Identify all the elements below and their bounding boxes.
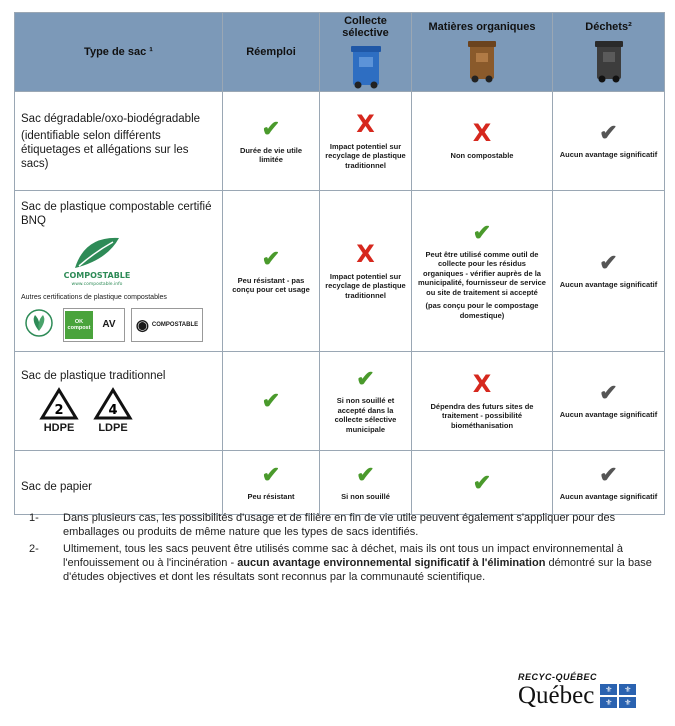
header-matieres-organiques: Matières organiques xyxy=(412,13,553,92)
red-cross-icon: X xyxy=(472,369,492,398)
green-check-icon: ✔ xyxy=(356,461,375,487)
dechets-cell: ✔ Aucun avantage significatif xyxy=(553,92,665,191)
dechets-cell: ✔ Aucun avantage significatif xyxy=(553,191,665,352)
organiques-cell: X Non compostable xyxy=(412,92,553,191)
svg-text:4: 4 xyxy=(108,402,118,418)
organiques-cell xyxy=(412,451,553,515)
red-cross-icon: X xyxy=(356,109,375,138)
collecte-cell: X Impact potentiel sur recyclage de plastique traditionnel xyxy=(320,92,412,191)
reemploi-cell: ✔ Peu résistant xyxy=(223,451,320,515)
gray-check-icon: ✔ xyxy=(599,250,618,276)
header-reemploi: Réemploi xyxy=(223,13,320,92)
recycling-code-2: 2 HDPE xyxy=(35,387,83,434)
row-type-cell xyxy=(15,92,223,191)
collecte-cell: ✔ Si non souillé et accepté dans la collecte sélective municipale xyxy=(320,352,412,451)
red-cross-icon: X xyxy=(472,119,492,148)
row-type-cell xyxy=(15,451,223,515)
dechets-cell: ✔ Aucun avantage significatif xyxy=(553,352,665,451)
header-type-de-sac: Type de sac ¹ xyxy=(15,13,223,92)
table-row xyxy=(15,352,665,451)
seedling-logo-icon xyxy=(21,307,57,343)
green-check-icon: ✔ xyxy=(261,245,281,271)
organiques-cell: X Dépendra des futurs sites de traitement - possibilité biométhanisation xyxy=(412,352,553,451)
reemploi-cell: ✔ Durée de vie utile limitée xyxy=(223,92,320,191)
row-subtitle: (identifiable selon différents étiquetages et allégations sur les sacs) xyxy=(21,129,189,170)
green-check-icon: ✔ xyxy=(472,219,492,245)
gray-check-icon: ✔ xyxy=(599,380,618,406)
recycling-code-4: 4 LDPE xyxy=(89,387,137,434)
red-cross-icon: X xyxy=(356,239,375,268)
collecte-cell: ✔ Si non souillé xyxy=(320,451,412,515)
reemploi-cell: ✔ Peu résistant - pas conçu pour cet usage xyxy=(223,191,320,352)
green-check-icon: ✔ xyxy=(261,461,281,487)
green-check-icon: ✔ xyxy=(261,388,281,413)
recycle-triangle-icon xyxy=(93,387,133,421)
header-dechets: Déchets² xyxy=(553,13,665,92)
dechets-cell: ✔ Aucun avantage significatif xyxy=(553,451,665,515)
footnotes xyxy=(29,511,665,587)
green-check-icon: ✔ xyxy=(472,469,492,495)
blue-recycling-bin-icon xyxy=(349,43,383,89)
table-row xyxy=(15,451,665,515)
ok-compost-logo: OK compost AV xyxy=(63,308,125,342)
quebec-flag-icon: ⚜ ⚜ ⚜ ⚜ xyxy=(600,684,636,708)
compostable-seedling-logo: ◉ COMPOSTABLE xyxy=(131,308,203,342)
comparison-table xyxy=(14,12,665,515)
certification-logos xyxy=(21,307,216,343)
row-title: Sac de plastique traditionnel xyxy=(21,369,166,382)
collecte-cell: X Impact potentiel sur recyclage de plastique traditionnel xyxy=(320,191,412,352)
recycling-codes xyxy=(35,387,216,434)
table-row xyxy=(15,92,665,191)
gray-check-icon: ✔ xyxy=(599,461,618,487)
quebec-wordmark: Québec xyxy=(517,682,595,709)
svg-text:COMPOSTABLE: COMPOSTABLE xyxy=(63,270,131,280)
reemploi-cell xyxy=(223,352,320,451)
brown-organic-bin-icon xyxy=(465,37,499,83)
svg-text:2: 2 xyxy=(54,402,64,418)
table-row xyxy=(15,191,665,352)
row-type-cell xyxy=(15,191,223,352)
row-title: Sac de plastique compostable certifié BNQ xyxy=(21,200,212,227)
gray-garbage-bin-icon xyxy=(592,37,626,83)
row-title: Sac dégradable/oxo-biodégradable xyxy=(21,112,201,125)
svg-text:www.compostable.info: www.compostable.info xyxy=(71,281,123,287)
other-certifications-label: Autres certifications de plastique compostables xyxy=(21,293,167,301)
row-title: Sac de papier xyxy=(21,480,92,493)
green-check-icon: ✔ xyxy=(356,366,375,391)
gray-check-icon: ✔ xyxy=(599,120,618,146)
row-type-cell xyxy=(15,352,223,451)
compostable-logo-icon xyxy=(55,230,139,288)
recycle-triangle-icon xyxy=(39,387,79,421)
footnote-2: 2- Ultimement, tous les sacs peuvent être utilisés comme sac à déchet, mais ils ont tous un impact environnemental à l'enfouissement ou à l'incinération - aucun avantage environnemental significatif à l'élimination démontré sur la base d'études objectives et dont les résultats sont reconnus par la communauté scientifique. xyxy=(29,543,652,583)
recyc-quebec-text: RECYC-QUÉBEC xyxy=(517,672,597,682)
header-row xyxy=(15,13,665,92)
footnote-1: 1- Dans plusieurs cas, les possibilités d'usage et de filière en fin de vie utile peuvent également s'appliquer pour des emballages ou produits de même nature que les types de sacs identifiés. xyxy=(29,512,616,538)
organiques-cell: ✔ Peut être utilisé comme outil de collecte pour les résidus organiques - vérifier auprès de la municipalité, fournisseur de service ou site de traitement si accepté (pas conçu pour le compostage domestique) xyxy=(412,191,553,352)
recyc-quebec-logo xyxy=(518,672,659,710)
header-collecte-selective: Collecte sélective xyxy=(320,13,412,92)
green-check-icon: ✔ xyxy=(261,115,281,141)
